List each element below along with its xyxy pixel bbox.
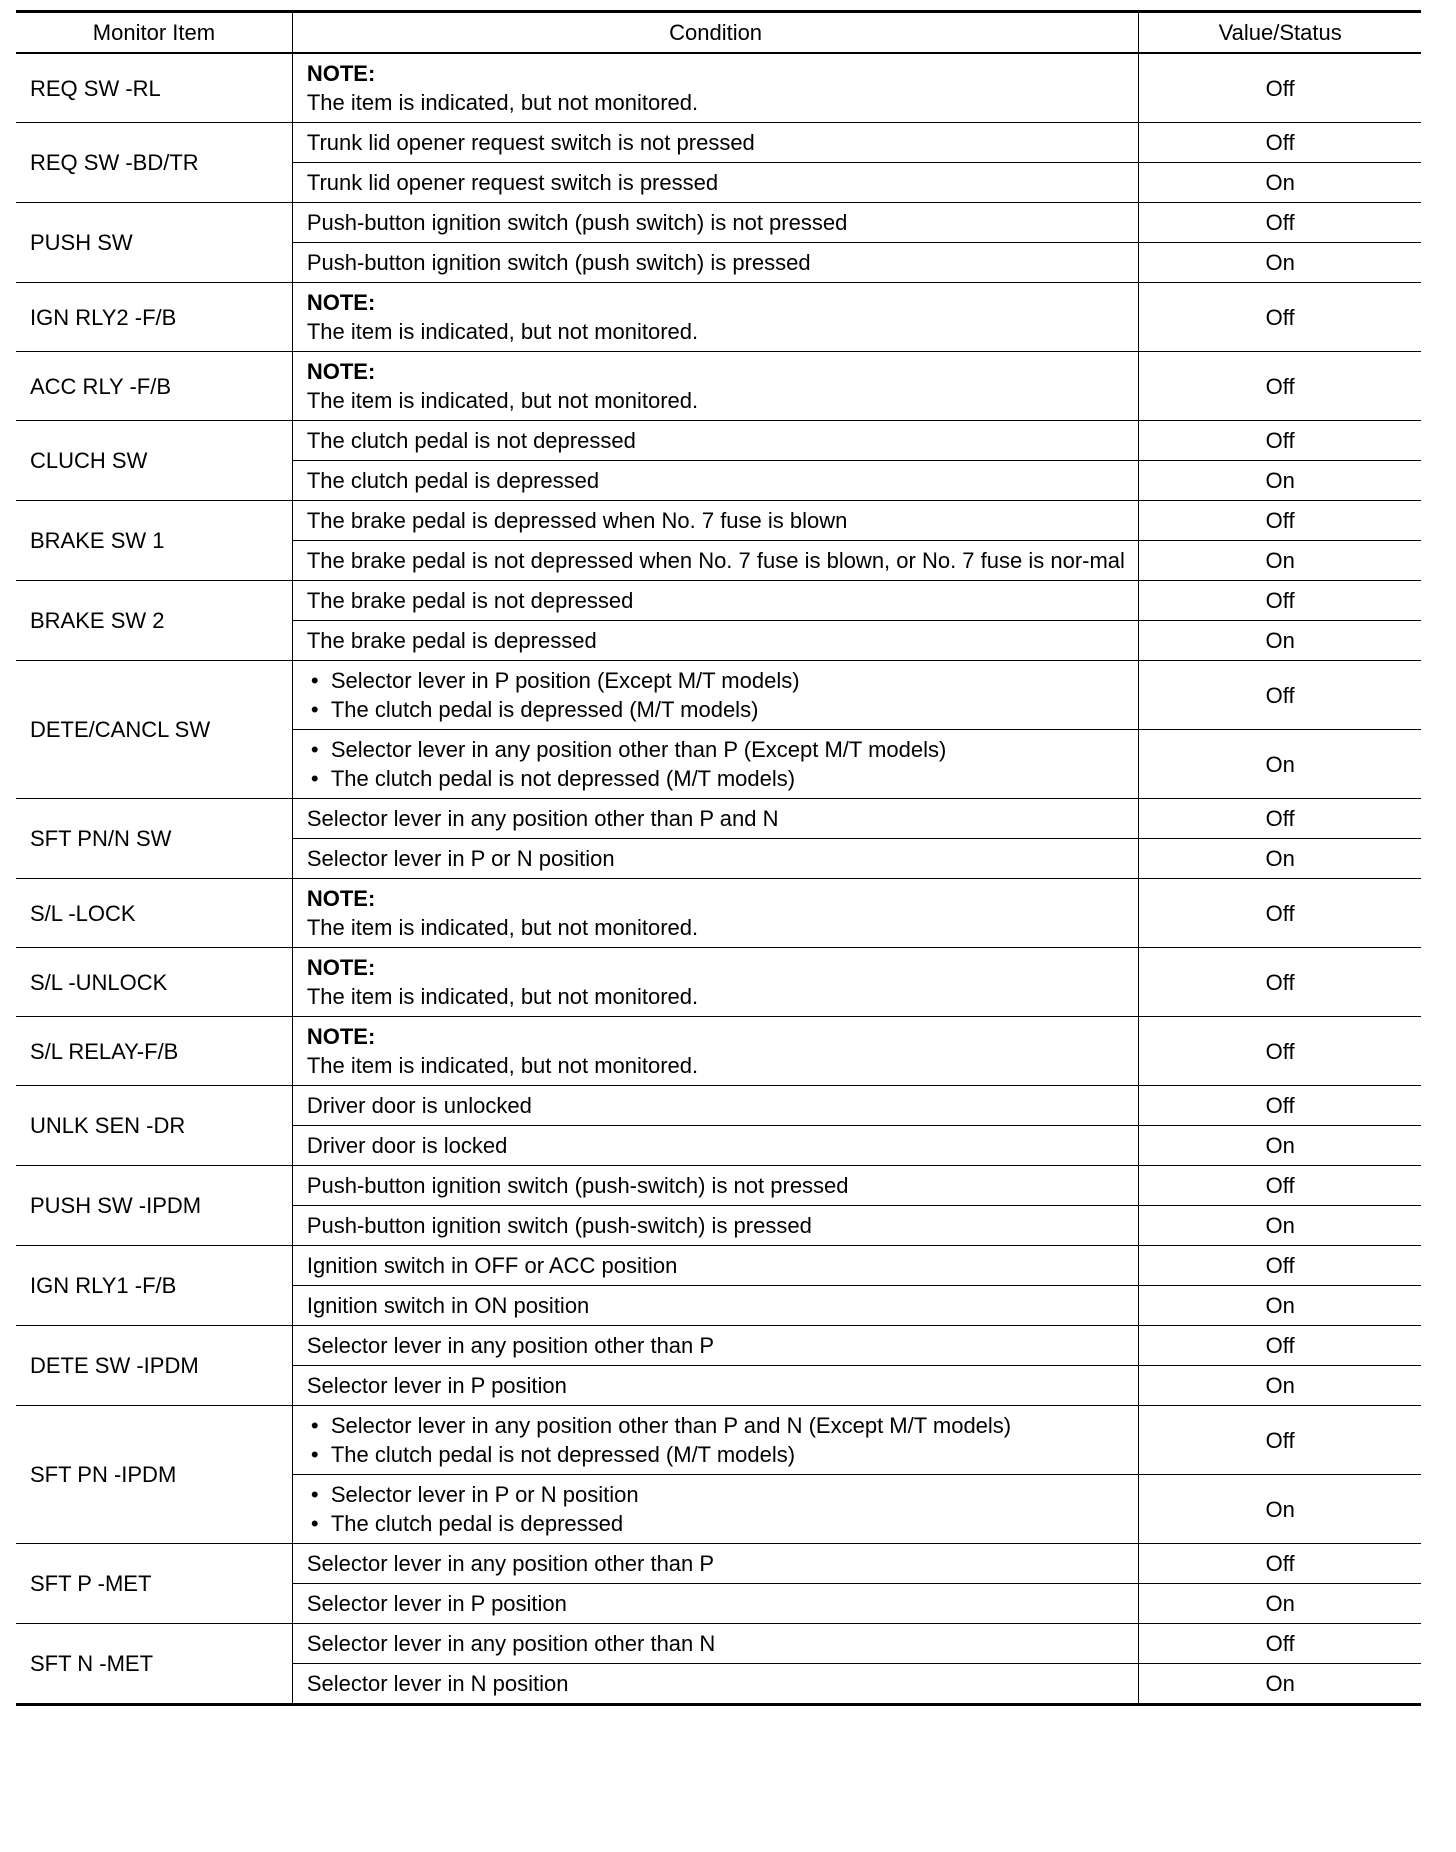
condition-cell: [292, 661, 1138, 730]
condition-cell: Push-button ignition switch (push-switch) is pressed: [292, 1206, 1138, 1246]
value-status-cell: Off: [1139, 1086, 1421, 1126]
table-row: [16, 1406, 1421, 1475]
value-status-cell: On: [1139, 243, 1421, 283]
monitor-item-cell: PUSH SW -IPDM: [16, 1166, 292, 1246]
value-status-cell: Off: [1139, 421, 1421, 461]
condition-cell: Push-button ignition switch (push-switch) is not pressed: [292, 1166, 1138, 1206]
monitor-item-cell: DETE/CANCL SW: [16, 661, 292, 799]
condition-cell: Push-button ignition switch (push switch) is pressed: [292, 243, 1138, 283]
condition-cell: [292, 1017, 1138, 1086]
header-condition: Condition: [292, 12, 1138, 54]
value-status-cell: On: [1139, 1664, 1421, 1705]
value-status-cell: Off: [1139, 283, 1421, 352]
table-header: [16, 12, 1421, 54]
note-text: The item is indicated, but not monitored.: [306, 984, 699, 1009]
condition-cell: The clutch pedal is not depressed: [292, 421, 1138, 461]
condition-cell: [292, 53, 1138, 123]
table-row: [16, 283, 1421, 352]
condition-cell: Selector lever in P position: [292, 1584, 1138, 1624]
note-text: The item is indicated, but not monitored.: [306, 90, 699, 115]
table-row: [16, 421, 1421, 461]
value-status-cell: On: [1139, 1126, 1421, 1166]
value-status-cell: Off: [1139, 581, 1421, 621]
value-status-cell: On: [1139, 541, 1421, 581]
monitor-item-cell: UNLK SEN -DR: [16, 1086, 292, 1166]
condition-cell: [292, 352, 1138, 421]
table-row: [16, 1246, 1421, 1286]
note-label: NOTE:: [306, 290, 376, 315]
table-row: [16, 948, 1421, 1017]
value-status-cell: On: [1139, 1286, 1421, 1326]
monitor-item-cell: IGN RLY1 -F/B: [16, 1246, 292, 1326]
monitor-item-cell: S/L RELAY-F/B: [16, 1017, 292, 1086]
table-row: [16, 1086, 1421, 1126]
value-status-cell: Off: [1139, 948, 1421, 1017]
condition-cell: Driver door is locked: [292, 1126, 1138, 1166]
condition-bullet-item: • The clutch pedal is not depressed (M/T models): [307, 764, 1126, 793]
table-row: [16, 352, 1421, 421]
value-status-cell: Off: [1139, 1017, 1421, 1086]
value-status-cell: On: [1139, 1584, 1421, 1624]
condition-cell: [292, 1406, 1138, 1475]
header-monitor-item: Monitor Item: [16, 12, 292, 54]
value-status-cell: Off: [1139, 1246, 1421, 1286]
monitor-item-table: [16, 10, 1421, 1706]
monitor-item-cell: REQ SW -BD/TR: [16, 123, 292, 203]
monitor-item-cell: PUSH SW: [16, 203, 292, 283]
condition-bullet-item: • Selector lever in P or N position: [307, 1480, 1126, 1509]
monitor-item-cell: SFT N -MET: [16, 1624, 292, 1705]
value-status-cell: Off: [1139, 1166, 1421, 1206]
value-status-cell: On: [1139, 1475, 1421, 1544]
value-status-cell: Off: [1139, 1544, 1421, 1584]
condition-cell: Selector lever in any position other than P and N: [292, 799, 1138, 839]
note-text: The item is indicated, but not monitored.: [306, 915, 699, 940]
condition-bullet-list: [307, 735, 1126, 793]
value-status-cell: On: [1139, 163, 1421, 203]
note-label: NOTE:: [306, 1024, 376, 1049]
condition-cell: [292, 730, 1138, 799]
condition-bullet-item: • Selector lever in P position (Except M/T models): [307, 666, 1126, 695]
note-label: NOTE:: [306, 61, 376, 86]
monitor-item-cell: SFT PN/N SW: [16, 799, 292, 879]
table-row: [16, 661, 1421, 730]
condition-cell: [292, 283, 1138, 352]
value-status-cell: Off: [1139, 799, 1421, 839]
note-text: The item is indicated, but not monitored.: [306, 1053, 699, 1078]
condition-bullet-list: [307, 1480, 1126, 1538]
monitor-item-cell: SFT P -MET: [16, 1544, 292, 1624]
condition-bullet-item: • The clutch pedal is depressed (M/T models): [307, 695, 1126, 724]
table-body: [16, 53, 1421, 1705]
value-status-cell: On: [1139, 839, 1421, 879]
header-row: [16, 12, 1421, 54]
monitor-item-cell: IGN RLY2 -F/B: [16, 283, 292, 352]
condition-cell: The brake pedal is depressed: [292, 621, 1138, 661]
note-label: NOTE:: [306, 886, 376, 911]
value-status-cell: Off: [1139, 1326, 1421, 1366]
condition-cell: Ignition switch in OFF or ACC position: [292, 1246, 1138, 1286]
condition-bullet-item: • Selector lever in any position other than P (Except M/T models): [307, 735, 1126, 764]
value-status-cell: Off: [1139, 501, 1421, 541]
value-status-cell: On: [1139, 621, 1421, 661]
value-status-cell: Off: [1139, 203, 1421, 243]
value-status-cell: Off: [1139, 123, 1421, 163]
value-status-cell: Off: [1139, 1624, 1421, 1664]
monitor-item-cell: BRAKE SW 2: [16, 581, 292, 661]
monitor-item-cell: SFT PN -IPDM: [16, 1406, 292, 1544]
condition-cell: The clutch pedal is depressed: [292, 461, 1138, 501]
value-status-cell: On: [1139, 461, 1421, 501]
condition-cell: Selector lever in N position: [292, 1664, 1138, 1705]
condition-cell: Driver door is unlocked: [292, 1086, 1138, 1126]
header-value-status: Value/Status: [1139, 12, 1421, 54]
condition-cell: Selector lever in any position other than P: [292, 1544, 1138, 1584]
monitor-item-cell: DETE SW -IPDM: [16, 1326, 292, 1406]
condition-cell: Selector lever in any position other than N: [292, 1624, 1138, 1664]
condition-cell: [292, 1475, 1138, 1544]
condition-bullet-list: [307, 1411, 1126, 1469]
note-label: NOTE:: [306, 955, 376, 980]
table-row: [16, 1017, 1421, 1086]
note-text: The item is indicated, but not monitored.: [306, 319, 699, 344]
table-row: [16, 1166, 1421, 1206]
condition-bullet-list: [307, 666, 1126, 724]
value-status-cell: Off: [1139, 53, 1421, 123]
note-text: The item is indicated, but not monitored.: [306, 388, 699, 413]
table-row: [16, 879, 1421, 948]
condition-cell: Trunk lid opener request switch is pressed: [292, 163, 1138, 203]
table-row: [16, 1326, 1421, 1366]
table-row: [16, 53, 1421, 123]
condition-bullet-item: • The clutch pedal is depressed: [307, 1509, 1126, 1538]
table-row: [16, 501, 1421, 541]
value-status-cell: Off: [1139, 1406, 1421, 1475]
monitor-item-cell: ACC RLY -F/B: [16, 352, 292, 421]
table-row: [16, 1544, 1421, 1584]
table-row: [16, 799, 1421, 839]
condition-bullet-item: • Selector lever in any position other than P and N (Except M/T models): [307, 1411, 1126, 1440]
monitor-item-cell: CLUCH SW: [16, 421, 292, 501]
table-row: [16, 203, 1421, 243]
condition-cell: The brake pedal is not depressed: [292, 581, 1138, 621]
value-status-cell: Off: [1139, 352, 1421, 421]
monitor-item-cell: REQ SW -RL: [16, 53, 292, 123]
note-label: NOTE:: [306, 359, 376, 384]
value-status-cell: On: [1139, 1366, 1421, 1406]
value-status-cell: On: [1139, 730, 1421, 799]
value-status-cell: Off: [1139, 661, 1421, 730]
value-status-cell: Off: [1139, 879, 1421, 948]
condition-cell: Trunk lid opener request switch is not pressed: [292, 123, 1138, 163]
condition-cell: The brake pedal is not depressed when No. 7 fuse is blown, or No. 7 fuse is nor-mal: [292, 541, 1138, 581]
condition-cell: Selector lever in any position other than P: [292, 1326, 1138, 1366]
condition-cell: Selector lever in P position: [292, 1366, 1138, 1406]
monitor-item-cell: S/L -UNLOCK: [16, 948, 292, 1017]
value-status-cell: On: [1139, 1206, 1421, 1246]
monitor-item-cell: S/L -LOCK: [16, 879, 292, 948]
table-row: [16, 581, 1421, 621]
condition-cell: Push-button ignition switch (push switch) is not pressed: [292, 203, 1138, 243]
monitor-item-cell: BRAKE SW 1: [16, 501, 292, 581]
condition-cell: The brake pedal is depressed when No. 7 fuse is blown: [292, 501, 1138, 541]
table-row: [16, 123, 1421, 163]
condition-bullet-item: • The clutch pedal is not depressed (M/T models): [307, 1440, 1126, 1469]
condition-cell: Ignition switch in ON position: [292, 1286, 1138, 1326]
table-row: [16, 1624, 1421, 1664]
condition-cell: Selector lever in P or N position: [292, 839, 1138, 879]
condition-cell: [292, 879, 1138, 948]
condition-cell: [292, 948, 1138, 1017]
